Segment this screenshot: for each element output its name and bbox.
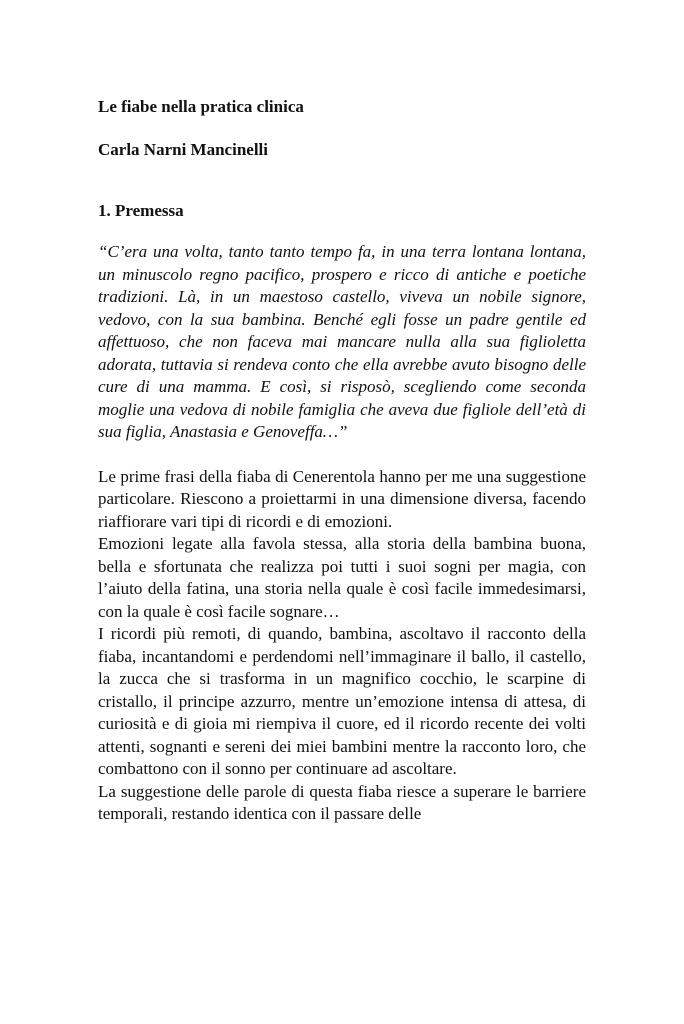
body-paragraph: Le prime frasi della fiaba di Cenerentola hanno per me una suggestione particolare. Riescono a proiettarmi in una dimensione diversa, facendo riaffiorare vari tipi di ricordi e di emozioni. — [98, 466, 586, 531]
body-paragraph: I ricordi più remoti, di quando, bambina, ascoltavo il racconto della fiaba, incantandomi e perdendomi nell’immaginare il ballo, il castello, la zucca che si trasforma in un magnifico cocchio, le scarpine di cristallo, il principe azzurro, mentre un’emozione intensa di attesa, di curiosità e di gioia mi riempiva il cuore, ed il ricordo recente dei volti attenti, sognanti e sereni dei miei bambini mentre la racconto loro, che combattono con il sonno per continuare ad ascoltare. — [98, 624, 586, 778]
body-paragraph: Emozioni legate alla favola stessa, alla storia della bambina buona, bella e sfortunata che realizza poi tutti i suoi sogni per magia, con l’aiuto della fatina, una storia nella quale è così facile immedesimarsi, con la quale è così facile sognare… — [98, 534, 586, 621]
document-page — [98, 96, 586, 826]
section-heading: 1. Premessa — [98, 201, 184, 220]
opening-quote: “C’era una volta, tanto tanto tempo fa, in una terra lontana lontana, un minuscolo regno pacifico, prospero e ricco di antiche e poetiche tradizioni. Là, in un maestoso castello, viveva un nobile signore, vedovo, con la sua bambina. Benché egli fosse un padre gentile ed affettuoso, che non faceva mai mancare nulla alla sua figlioletta adorata, tuttavia si rendeva conto che ella avrebbe avuto bisogno delle cure di una mamma. E così, si risposò, scegliendo come seconda moglie una vedova di nobile famiglia che aveva due figliole dell’età di sua figlia, Anastasia e Genoveffa…” — [98, 242, 586, 441]
body-paragraph: La suggestione delle parole di questa fiaba riesce a superare le barriere temporali, restando identica con il passare delle — [98, 781, 586, 823]
document-title: Le fiabe nella pratica clinica — [98, 97, 304, 116]
author-name: Carla Narni Mancinelli — [98, 140, 268, 159]
